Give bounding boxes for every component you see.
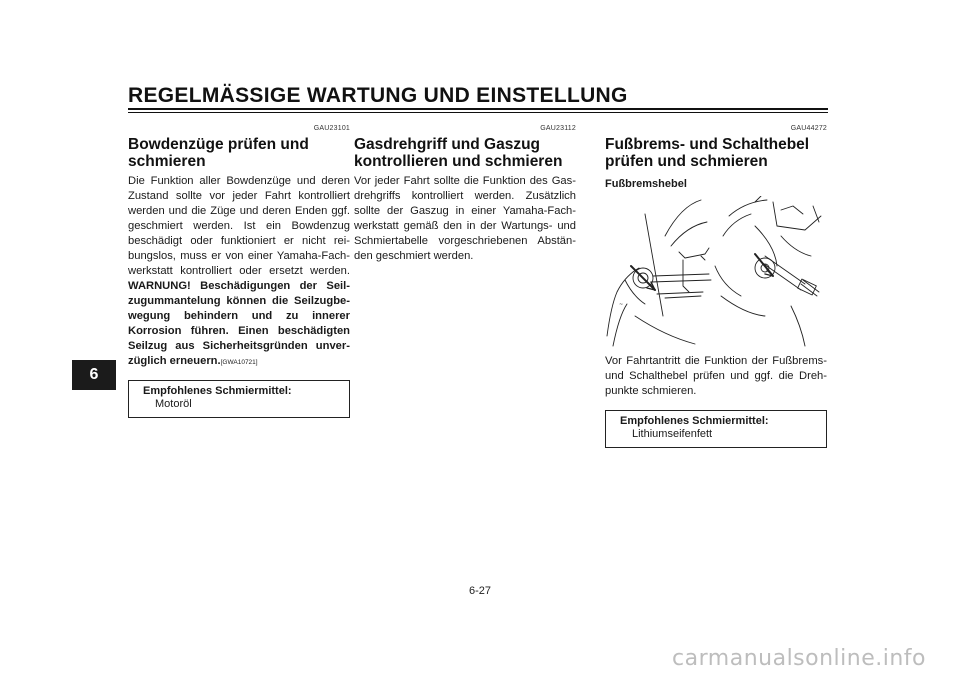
section-code: GAU44272 — [790, 125, 827, 132]
lubricant-value: Lithiumseifenfett — [632, 428, 713, 440]
warning-code: [GWA10721] — [220, 359, 258, 366]
subheading: Fußbremshebel — [605, 178, 687, 190]
section-body: Vor Fahrtantritt die Funktion der Fußbrems- und Schalthebel prüfen und ggf. die Drehpunkte schmieren. — [605, 355, 827, 397]
section-body: Vor jeder Fahrt sollte die Funktion des Gasdrehgriffs kontrolliert werden. Zusätzlich sollte der Gaszug in einer Yamaha-Fachwerkstatt gemäß den in der Wartungs- und Schmiertabelle vorgeschriebenen Abständen geschmiert werden. — [354, 175, 576, 262]
section-code: GAU23101 — [313, 125, 350, 132]
page-title: REGELMÄSSIGE WARTUNG UND EINSTELLUNG — [128, 84, 628, 107]
section-heading: Fußbrems- und Schalthebel prüfen und schmieren — [605, 136, 810, 170]
header-rule-thin — [128, 112, 828, 113]
warning-text: WARNUNG! Beschädigungen der Seilzugummantelung können die Seilzugbewegung behindern und zu innerer Korrosion führen. Einen beschädigten Seilzug aus Sicherheitsgründen unverzüglich erneuern. — [128, 280, 350, 367]
lubricant-label: Empfohlenes Schmiermittel: — [143, 385, 292, 397]
svg-text:~: ~ — [619, 302, 624, 308]
watermark: carmanualsonline.info — [672, 646, 926, 671]
section-cables — [128, 125, 350, 418]
lubricant-value: Motoröl — [155, 398, 192, 410]
section-code: GAU23112 — [540, 125, 576, 132]
section-heading: Gasdrehgriff und Gaszug kontrollieren und schmieren — [354, 136, 563, 170]
header-rule — [128, 108, 828, 110]
section-body — [128, 174, 350, 370]
section-throttle — [354, 125, 576, 264]
section-heading: Bowdenzüge prüfen und schmieren — [128, 136, 309, 170]
section-pedals — [605, 125, 827, 448]
lubricant-box — [605, 410, 827, 448]
lubricant-box — [128, 380, 350, 418]
pedal-illustration — [605, 196, 827, 348]
pedal-illustration-svg — [605, 196, 827, 348]
chapter-tab: 6 — [72, 360, 116, 390]
body-text: Die Funktion aller Bowdenzüge und deren Zustand sollte vor jeder Fahrt kontrolliert werden und die Züge und deren Enden ggf. geschmiert werden. Ist ein Bowdenzug beschädigt oder funktioniert er nicht reibungslos, muss er von einer Yamaha-Fachwerkstatt kontrolliert oder ersetzt werden. — [128, 175, 350, 277]
page-number: 6-27 — [468, 585, 492, 597]
lubricant-label: Empfohlenes Schmiermittel: — [620, 415, 769, 427]
